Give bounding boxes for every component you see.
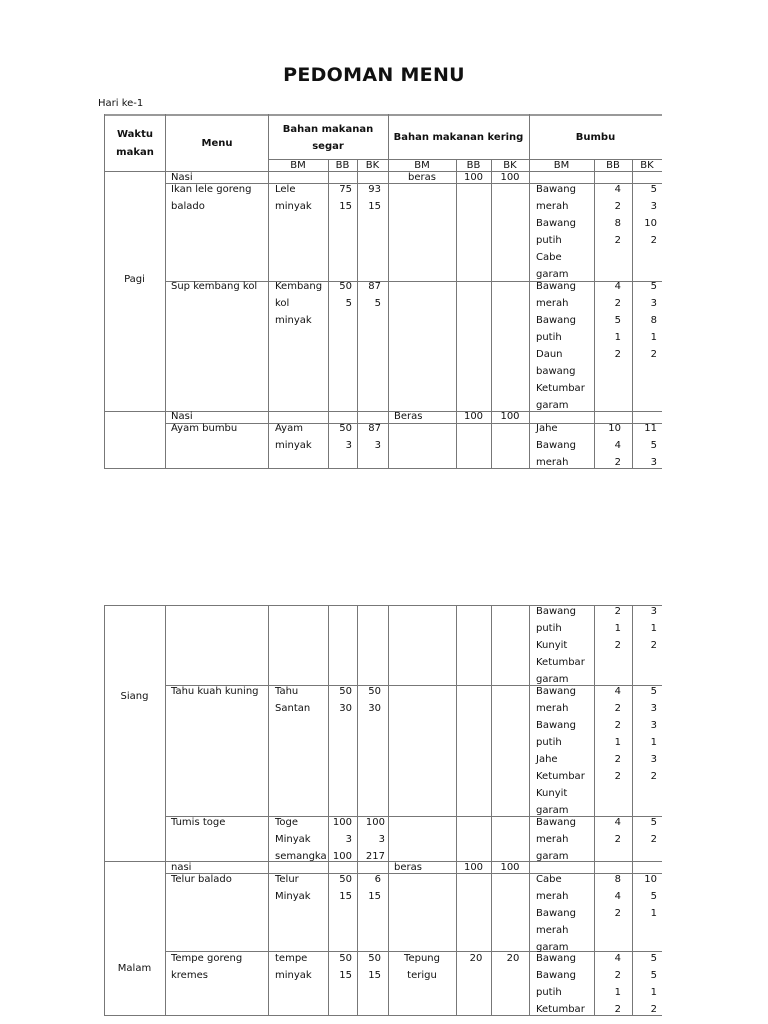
header-waktu: Waktu makan <box>116 129 154 158</box>
bumbu-bm: Bawang merah garam <box>536 817 576 862</box>
segar-bb: 50 15 <box>339 874 352 902</box>
segar-bb: 75 15 <box>339 184 352 212</box>
kering-bm: Beras <box>394 411 423 422</box>
time-malam: Malam <box>117 963 152 974</box>
sub-bk: BK <box>503 160 517 171</box>
kering-bb: 100 <box>463 172 484 183</box>
segar-bk: 100 3 217 <box>365 817 385 862</box>
segar-bb: 50 3 <box>339 423 352 451</box>
bumbu-bm: Jahe Bawang merah <box>536 423 576 468</box>
header-kering: Bahan makanan kering <box>393 132 524 143</box>
menu-cell: Telur balado <box>171 874 232 885</box>
bumbu-bm: Bawang merah Bawang putih Jahe Ketumbar Kunyit garam <box>536 686 585 816</box>
kering-bm: beras <box>408 172 436 183</box>
segar-bb: 100 3 100 <box>332 817 352 862</box>
header-segar: Bahan makanan segar <box>282 124 374 152</box>
kering-bb: 100 <box>463 862 484 873</box>
day-label: Hari ke-1 <box>98 98 144 109</box>
kering-bk: 100 <box>500 172 520 183</box>
menu-cell: Ayam bumbu <box>171 423 238 434</box>
sub-bm: BM <box>553 160 570 171</box>
bumbu-bb: 2 1 2 <box>614 606 621 651</box>
menu-cell: Tahu kuah kuning <box>171 686 259 697</box>
bumbu-bk: 10 5 1 <box>644 874 657 919</box>
kering-bb: 100 <box>463 411 484 422</box>
segar-bm: tempe minyak <box>275 953 312 981</box>
bumbu-bb: 10 4 2 <box>608 423 621 468</box>
segar-bk: 87 5 <box>368 281 381 309</box>
time-pagi: Pagi <box>124 274 145 285</box>
bumbu-bm: Cabe merah Bawang merah garam <box>536 874 576 953</box>
kering-bk: 100 <box>500 411 520 422</box>
menu-cell: Nasi <box>171 411 193 422</box>
segar-bm: Toge Minyak semangka <box>275 817 327 862</box>
header-bumbu: Bumbu <box>575 132 616 143</box>
bumbu-bb: 4 2 2 1 2 2 <box>614 686 621 782</box>
menu-cell: Tumis toge <box>171 817 226 828</box>
segar-bk: 50 30 <box>368 686 381 714</box>
bumbu-bk: 5 5 1 2 <box>650 953 657 1015</box>
segar-bm: Telur Minyak <box>275 874 311 902</box>
segar-bk: 93 15 <box>368 184 381 212</box>
bumbu-bb: 4 2 1 2 <box>614 953 621 1015</box>
sub-bm: BM <box>414 160 430 171</box>
menu-cell: Ikan lele goreng balado <box>171 184 252 212</box>
bumbu-bk: 3 1 2 <box>650 606 657 651</box>
kering-bm: beras <box>394 862 422 873</box>
bumbu-bk: 11 5 3 <box>644 423 657 468</box>
bumbu-bm: Bawang merah Bawang putih Cabe garam <box>536 184 576 280</box>
sub-bb: BB <box>606 160 620 171</box>
kering-bk: 20 <box>506 953 520 964</box>
bumbu-bk: 5 3 10 2 <box>644 184 657 246</box>
segar-bm: Ayam minyak <box>275 423 312 451</box>
segar-bm: Kembang kol minyak <box>275 281 323 326</box>
time-siang: Siang <box>120 691 149 702</box>
bumbu-bm: Bawang putih Kunyit Ketumbar garam <box>536 606 585 685</box>
bumbu-bb: 4 2 5 1 2 <box>614 281 621 360</box>
sub-bk: BK <box>365 160 380 171</box>
menu-cell: Nasi <box>171 172 193 183</box>
menu-cell: nasi <box>171 862 192 873</box>
kering-bb: 20 <box>469 953 483 964</box>
segar-bb: 50 30 <box>339 686 352 714</box>
menu-cell: Sup kembang kol <box>171 281 258 292</box>
bumbu-bb: 4 2 <box>614 817 621 845</box>
segar-bb: 50 15 <box>339 953 352 981</box>
kering-bk: 100 <box>500 862 520 873</box>
segar-bk: 50 15 <box>368 953 381 981</box>
sub-bk: BK <box>640 160 654 171</box>
bumbu-bk: 5 3 8 1 2 <box>650 281 657 360</box>
segar-bm: Lele minyak <box>275 184 312 212</box>
bumbu-bm: Bawang Bawang putih Ketumbar <box>536 953 585 1015</box>
segar-bk: 87 3 <box>368 423 381 451</box>
sub-bb: BB <box>335 160 350 171</box>
segar-bb: 50 5 <box>339 281 352 309</box>
menu-cell: Tempe goreng kremes <box>171 953 243 981</box>
sub-bm: BM <box>290 160 306 171</box>
bumbu-bk: 5 2 <box>650 817 657 845</box>
segar-bm: Tahu Santan <box>275 686 311 714</box>
sub-bb: BB <box>466 160 481 171</box>
bumbu-bm: Bawang merah Bawang putih Daun bawang Ketumbar garam <box>536 281 585 411</box>
page-title: PEDOMAN MENU <box>283 64 465 86</box>
bumbu-bk: 5 3 3 1 3 2 <box>650 686 657 782</box>
segar-bk: 6 15 <box>368 874 381 902</box>
bumbu-bb: 4 2 8 2 <box>614 184 621 246</box>
bumbu-bb: 8 4 2 <box>614 874 621 919</box>
kering-bm: Tepung terigu <box>404 953 440 981</box>
header-menu: Menu <box>201 138 233 149</box>
